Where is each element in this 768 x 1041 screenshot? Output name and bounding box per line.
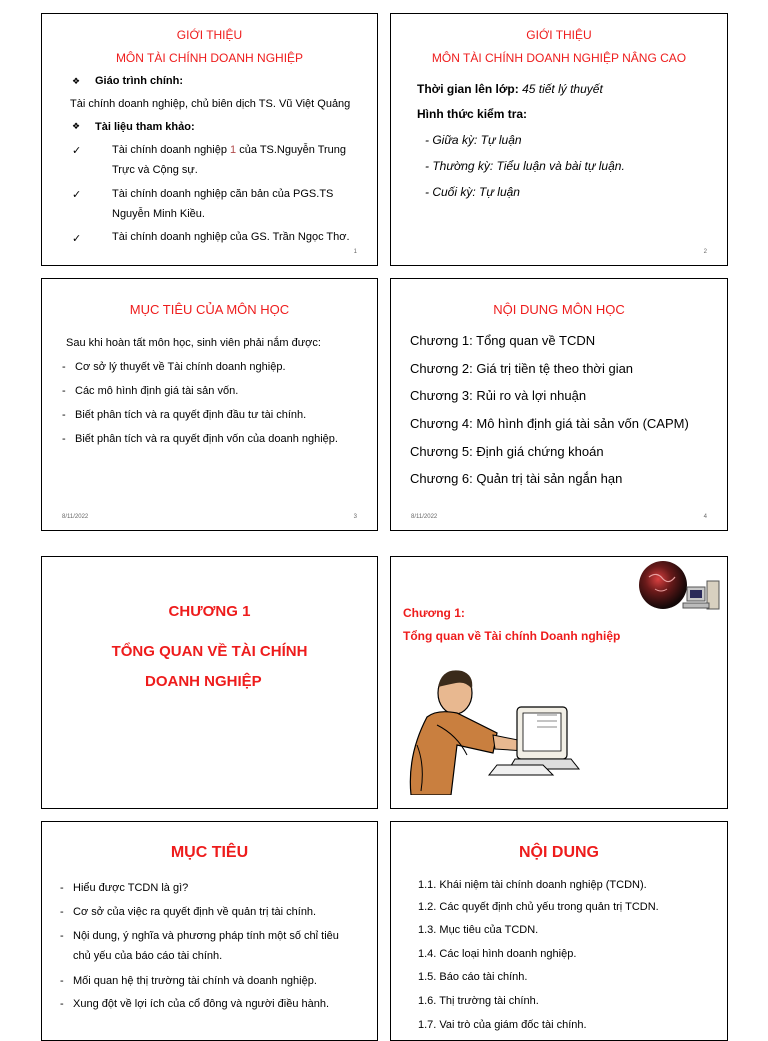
goal-item: Xung đột về lợi ích của cổ đông và người điều hành.	[73, 998, 330, 1010]
dash-bullet: -	[62, 385, 66, 397]
globe-computer-icon	[635, 559, 727, 619]
diamond-bullet-icon: ❖	[72, 121, 81, 131]
slide-5	[41, 556, 378, 809]
reference-1-line-1: Tài chính doanh nghiệp 1 của TS.Nguyễn Trung	[112, 144, 347, 156]
dash-bullet: -	[62, 361, 66, 373]
slide-7	[41, 821, 378, 1041]
slide-date: 8/11/2022	[411, 514, 438, 520]
reference-2-line-1: Tài chính doanh nghiệp căn bản của PGS.TS	[112, 188, 334, 200]
businessman-computer-icon	[397, 665, 587, 795]
checkmark-icon: ✓	[72, 189, 82, 201]
checkmark-icon: ✓	[72, 145, 82, 157]
exam-item: - Thường kỳ: Tiểu luận và bài tự luận.	[425, 159, 625, 173]
page-number: 1	[353, 249, 357, 255]
objective-item: Biết phân tích và ra quyết định đầu tư tài chính.	[75, 409, 307, 421]
class-time: Thời gian lên lớp: 45 tiết lý thuyết	[417, 82, 603, 96]
chapter-item: Chương 1: Tổng quan về TCDN	[410, 333, 596, 348]
reference-1-line-2: Trực và Cộng sự.	[112, 164, 198, 176]
dash-bullet: -	[60, 882, 64, 894]
dash-bullet: -	[60, 998, 64, 1010]
objective-item: Biết phân tích và ra quyết định vốn của doanh nghiệp.	[75, 433, 338, 445]
objective-item: Các mô hình định giá tài sản vốn.	[75, 385, 239, 397]
slide-8-title: NỘI DUNG	[519, 844, 599, 861]
content-item: 1.1. Khái niệm tài chính doanh nghiệp (TCDN).	[418, 879, 647, 891]
objective-item: Cơ sở lý thuyết về Tài chính doanh nghiệp.	[75, 361, 286, 373]
dash-bullet: -	[60, 930, 64, 942]
dash-bullet: -	[62, 433, 66, 445]
page-number: 3	[353, 514, 357, 520]
page-number: 4	[703, 514, 707, 520]
goal-item: Cơ sở của việc ra quyết định về quản trị tài chính.	[73, 906, 317, 918]
goal-item: Hiểu được TCDN là gì?	[73, 882, 189, 894]
main-textbook-text: Tài chính doanh nghiệp, chủ biên dịch TS. Vũ Việt Quảng	[70, 98, 351, 110]
slide-2-title-2: MÔN TÀI CHÍNH DOANH NGHIỆP NÂNG CAO	[431, 51, 687, 65]
content-item: 1.7. Vai trò của giám đốc tài chính.	[418, 1019, 587, 1031]
chapter-item: Chương 2: Giá trị tiền tệ theo thời gian	[410, 361, 634, 376]
slide-4	[390, 278, 728, 531]
slide-8	[390, 821, 728, 1041]
content-item: 1.4. Các loại hình doanh nghiệp.	[418, 948, 577, 960]
exam-item: - Cuối kỳ: Tự luận	[425, 185, 520, 199]
slide-6	[390, 556, 728, 809]
slide-1-title-2: MÔN TÀI CHÍNH DOANH NGHIỆP	[115, 51, 304, 65]
dash-bullet: -	[62, 409, 66, 421]
slide-date: 8/11/2022	[62, 514, 89, 520]
content-item: 1.6. Thị trường tài chính.	[418, 995, 539, 1007]
slide-1-title-1: GIỚI THIỆU	[176, 28, 243, 42]
chapter-item: Chương 4: Mô hình định giá tài sản vốn (CAPM)	[410, 416, 689, 431]
goal-item: Mối quan hệ thị trường tài chính và doanh nghiệp.	[73, 975, 317, 987]
chapter-label: Chương 1:	[403, 606, 465, 620]
references-heading: Tài liệu tham khảo:	[95, 121, 195, 133]
chapter-subtitle-line-1: TỔNG QUAN VỀ TÀI CHÍNH	[111, 643, 308, 660]
content-item: 1.5. Báo cáo tài chính.	[418, 971, 528, 983]
content-item: 1.3. Mục tiêu của TCDN.	[418, 924, 539, 936]
slide-1	[41, 13, 378, 266]
slide-3	[41, 278, 378, 531]
chapter-item: Chương 3: Rủi ro và lợi nhuận	[410, 388, 587, 403]
page-number: 2	[703, 249, 707, 255]
exam-item: - Giữa kỳ: Tự luận	[425, 133, 522, 147]
exam-format-heading: Hình thức kiểm tra:	[417, 107, 528, 121]
diamond-bullet-icon: ❖	[72, 76, 81, 86]
slide-2-title-1: GIỚI THIỆU	[526, 28, 592, 42]
goal-item: Nội dung, ý nghĩa và phương pháp tính một số chỉ tiêu	[73, 930, 339, 942]
goal-item-continued: chủ yếu của báo cáo tài chính.	[73, 950, 223, 962]
content-item: 1.2. Các quyết định chủ yếu trong quản trị TCDN.	[418, 901, 659, 913]
reference-2-line-2: Nguyễn Minh Kiều.	[112, 208, 205, 220]
checkmark-icon: ✓	[72, 233, 82, 245]
chapter-heading: Tổng quan về Tài chính Doanh nghiệp	[403, 629, 621, 643]
slide-7-title: MỤC TIÊU	[170, 844, 249, 861]
chapter-subtitle-line-2: DOANH NGHIỆP	[145, 673, 262, 690]
slide-2	[390, 13, 728, 266]
slide-4-title: NỘI DUNG MÔN HỌC	[493, 302, 625, 317]
main-textbook-heading: Giáo trình chính:	[95, 75, 183, 87]
objectives-intro: Sau khi hoàn tất môn học, sinh viên phải nắm được:	[66, 337, 321, 349]
dash-bullet: -	[60, 906, 64, 918]
chapter-title: CHƯƠNG 1	[168, 603, 251, 620]
chapter-item: Chương 6: Quản trị tài sản ngắn hạn	[410, 471, 623, 486]
slide-3-title: MỤC TIÊU CỦA MÔN HỌC	[129, 302, 290, 317]
reference-3: Tài chính doanh nghiệp của GS. Trần Ngọc Thơ.	[112, 231, 350, 243]
chapter-item: Chương 5: Định giá chứng khoán	[410, 444, 604, 459]
dash-bullet: -	[60, 975, 64, 987]
